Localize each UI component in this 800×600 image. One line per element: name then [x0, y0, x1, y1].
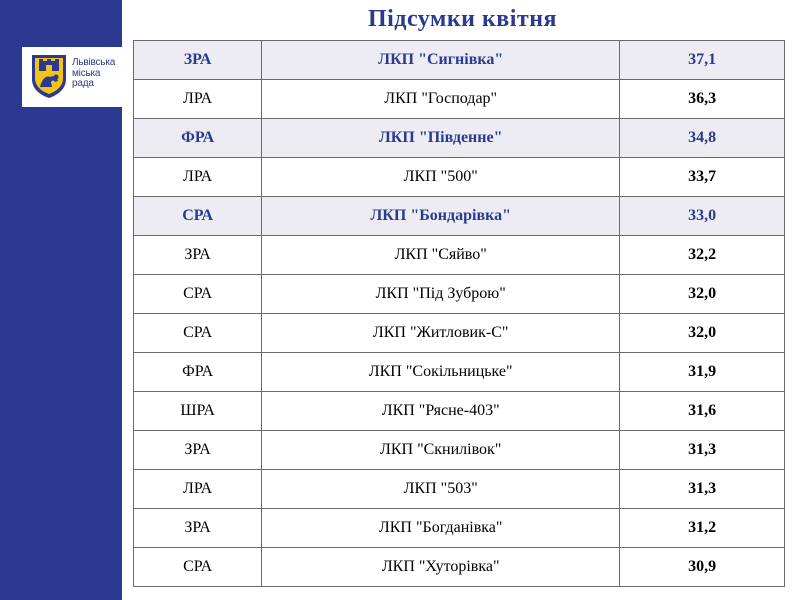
- district-cell: ЗРА: [134, 509, 262, 548]
- district-cell: ШРА: [134, 392, 262, 431]
- table-row: [134, 509, 785, 548]
- logo-caption: [72, 58, 115, 90]
- score-cell: 31,3: [620, 470, 785, 509]
- page-title: Підсумки квітня: [367, 6, 558, 32]
- org-name-cell: ЛКП "Скнилівок": [262, 431, 620, 470]
- table-row: [134, 80, 785, 119]
- results-table: [133, 40, 785, 587]
- org-name-cell: ЛКП "Житловик-С": [262, 314, 620, 353]
- table-row: [134, 314, 785, 353]
- table-row: [134, 470, 785, 509]
- table-row: [134, 197, 785, 236]
- district-cell: ФРА: [134, 119, 262, 158]
- score-cell: 32,2: [620, 236, 785, 275]
- district-cell: ЗРА: [134, 236, 262, 275]
- org-name-cell: ЛКП "Сокільницьке": [262, 353, 620, 392]
- score-cell: 31,2: [620, 509, 785, 548]
- district-cell: СРА: [134, 314, 262, 353]
- score-cell: 32,0: [620, 314, 785, 353]
- org-name-cell: ЛКП "Господар": [262, 80, 620, 119]
- score-cell: 33,7: [620, 158, 785, 197]
- org-name-cell: ЛКП "Сигнівка": [262, 41, 620, 80]
- score-cell: 31,6: [620, 392, 785, 431]
- table-row: [134, 353, 785, 392]
- table-row: [134, 275, 785, 314]
- district-cell: ЗРА: [134, 431, 262, 470]
- district-cell: ЛРА: [134, 158, 262, 197]
- score-cell: 31,3: [620, 431, 785, 470]
- score-cell: 32,0: [620, 275, 785, 314]
- city-council-logo: [22, 47, 122, 107]
- logo-line: Львівська: [72, 57, 116, 68]
- district-cell: СРА: [134, 275, 262, 314]
- score-cell: 36,3: [620, 80, 785, 119]
- table-row: [134, 392, 785, 431]
- score-cell: 30,9: [620, 548, 785, 587]
- table-row: [134, 236, 785, 275]
- score-cell: 37,1: [620, 41, 785, 80]
- district-cell: СРА: [134, 548, 262, 587]
- org-name-cell: ЛКП "Хуторівка": [262, 548, 620, 587]
- district-cell: СРА: [134, 197, 262, 236]
- score-cell: 34,8: [620, 119, 785, 158]
- district-cell: ЗРА: [134, 41, 262, 80]
- org-name-cell: ЛКП "Бондарівка": [262, 197, 620, 236]
- table-row: [134, 119, 785, 158]
- lviv-coat-of-arms-icon: [30, 53, 68, 99]
- org-name-cell: ЛКП "Сяйво": [262, 236, 620, 275]
- org-name-cell: ЛКП "Південне": [262, 119, 620, 158]
- district-cell: ЛРА: [134, 470, 262, 509]
- logo-line: рада: [72, 78, 94, 89]
- table-row: [134, 41, 785, 80]
- table-row: [134, 548, 785, 587]
- table-row: [134, 158, 785, 197]
- org-name-cell: ЛКП "Рясне-403": [262, 392, 620, 431]
- score-cell: 31,9: [620, 353, 785, 392]
- district-cell: ЛРА: [134, 80, 262, 119]
- org-name-cell: ЛКП "500": [262, 158, 620, 197]
- org-name-cell: ЛКП "Під Зуброю": [262, 275, 620, 314]
- org-name-cell: ЛКП "503": [262, 470, 620, 509]
- org-name-cell: ЛКП "Богданівка": [262, 509, 620, 548]
- district-cell: ФРА: [134, 353, 262, 392]
- table-row: [134, 431, 785, 470]
- logo-line: міська: [72, 67, 101, 79]
- score-cell: 33,0: [620, 197, 785, 236]
